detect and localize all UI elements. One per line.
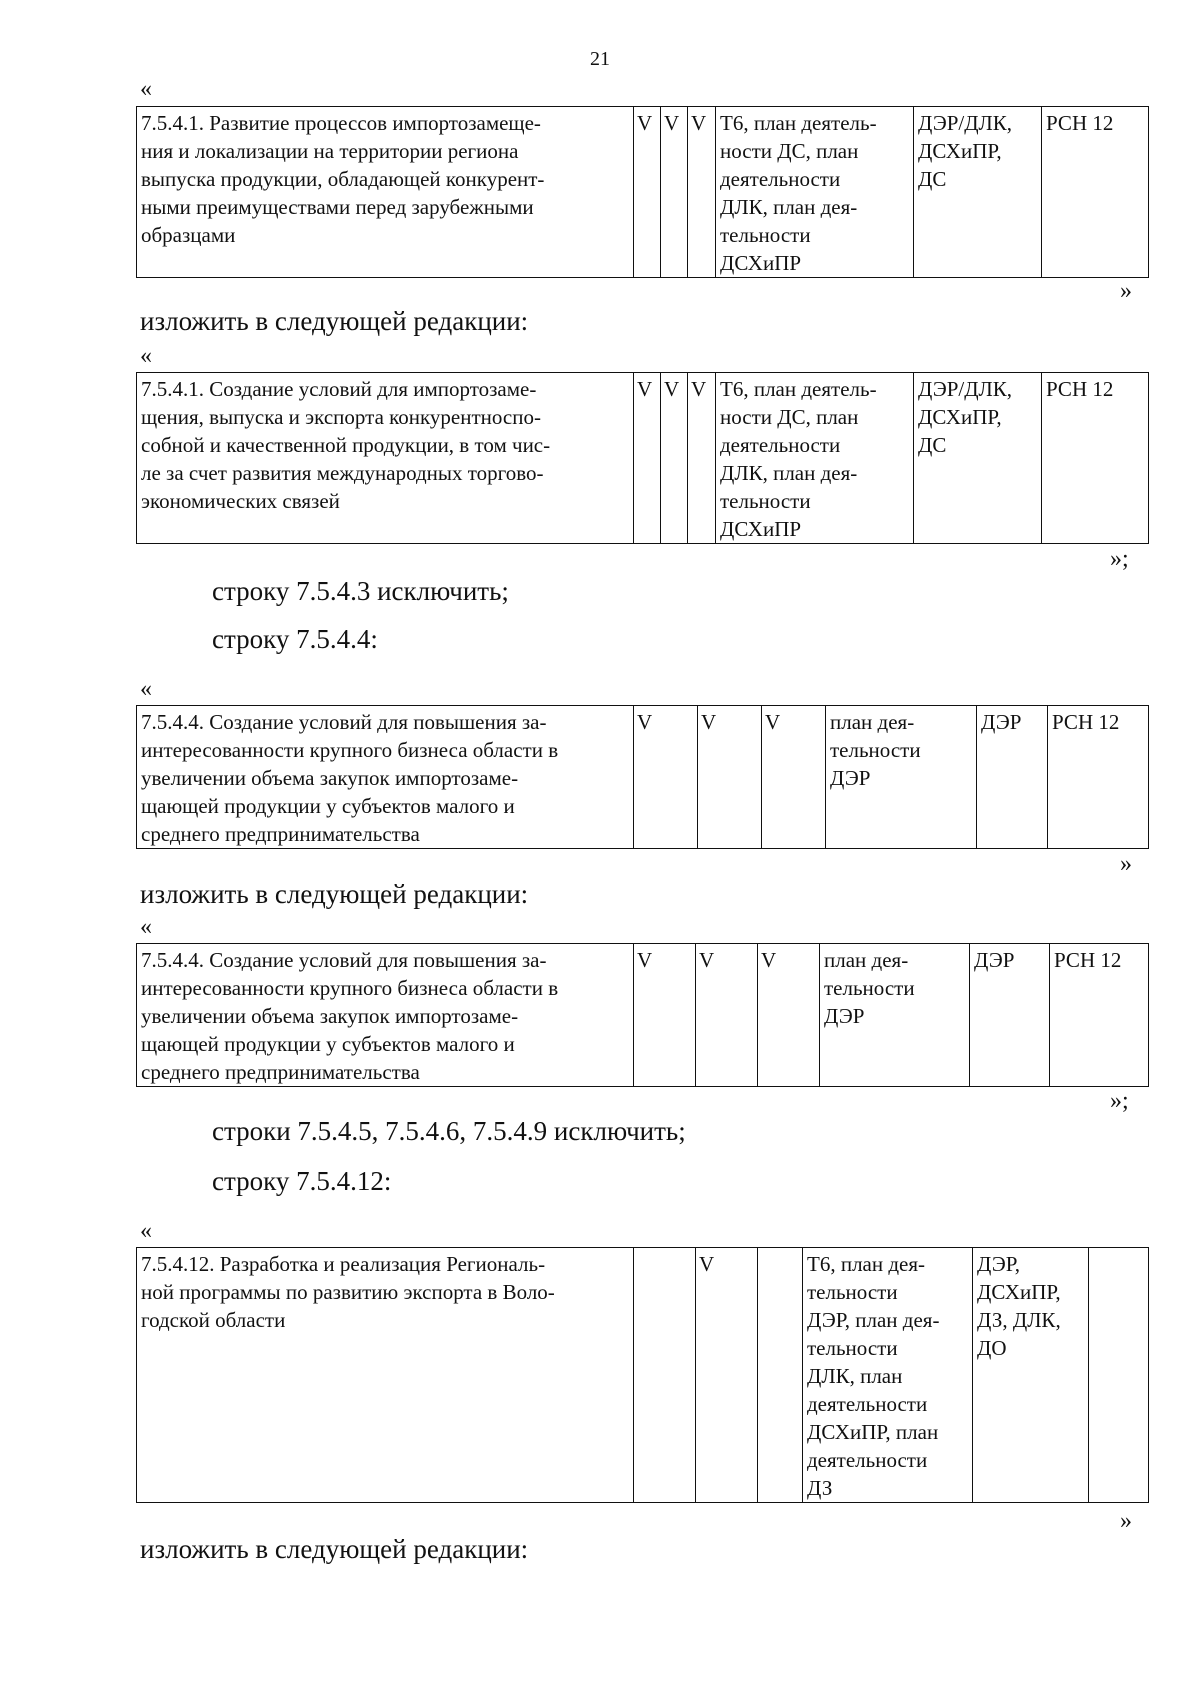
document-cell: план дея- тельности ДЭР [820,944,970,1087]
year-3-mark: V [688,107,716,278]
close-quote: » [1120,278,1132,304]
row-table [136,1247,1149,1503]
year-1-mark: V [634,107,661,278]
instruction-row-7544: строку 7.5.4.4: [212,624,378,654]
description-cell: 7.5.4.1. Создание условий для импортозаме- щения, выпуска и экспорта конкурентноспо- собной и качественной продукции, в том чис- ле за счет развития международных торгово- экономических связей [137,373,634,544]
document-cell: Т6, план дея- тельности ДЭР, план дея- тельности ДЛК, план деятельности ДСХиПР, план деятельности ДЗ [803,1248,973,1503]
instruction-replace: изложить в следующей редакции: [140,306,529,336]
description-cell: 7.5.4.12. Разработка и реализация Региональ- ной программы по развитию экспорта в Воло- годской области [137,1248,634,1503]
close-quote-semicolon: »; [1110,1088,1129,1114]
year-1-mark: V [634,706,698,849]
instruction-replace: изложить в следующей редакции: [140,1534,529,1564]
open-quote: « [140,1218,152,1244]
instruction-remove-7543: строку 7.5.4.3 исключить; [212,576,509,606]
code-cell: РСН 12 [1050,944,1149,1087]
year-1-mark: V [634,944,696,1087]
code-cell: РСН 12 [1042,373,1149,544]
executor-cell: ДЭР [977,706,1048,849]
code-cell: РСН 12 [1048,706,1149,849]
executor-cell: ДЭР/ДЛК, ДСХиПР, ДС [914,107,1042,278]
year-2-mark: V [696,944,758,1087]
document-cell: Т6, план деятель- ности ДС, план деятельности ДЛК, план дея- тельности ДСХиПР [716,373,914,544]
executor-cell: ДЭР/ДЛК, ДСХиПР, ДС [914,373,1042,544]
executor-cell: ДЭР, ДСХиПР, ДЗ, ДЛК, ДО [973,1248,1089,1503]
description-cell: 7.5.4.4. Создание условий для повышения за- интересованности крупного бизнеса области в увеличении объема закупок импортозаме- щающей продукции у субъектов малого и среднего предпринимательства [137,706,634,849]
instruction-row-75412: строку 7.5.4.12: [212,1166,392,1196]
row-table [136,372,1149,544]
page-number: 21 [590,48,610,70]
year-2-mark: V [698,706,762,849]
executor-cell: ДЭР [970,944,1050,1087]
document-cell: план дея- тельности ДЭР [826,706,977,849]
year-1-mark [634,1248,696,1503]
document-cell: Т6, план деятель- ности ДС, план деятельности ДЛК, план дея- тельности ДСХиПР [716,107,914,278]
open-quote: « [140,914,152,940]
year-2-mark: V [696,1248,758,1503]
description-cell: 7.5.4.4. Создание условий для повышения за- интересованности крупного бизнеса области в увеличении объема закупок импортозаме- щающей продукции у субъектов малого и среднего предпринимательства [137,944,634,1087]
row-table [136,705,1149,849]
open-quote: « [140,76,152,102]
open-quote: « [140,676,152,702]
year-3-mark: V [762,706,826,849]
row-table [136,106,1149,278]
close-quote-semicolon: »; [1110,546,1129,572]
open-quote: « [140,343,152,369]
description-cell: 7.5.4.1. Развитие процессов импортозамеще- ния и локализации на территории региона выпуска продукции, обладающей конкурент- ными преимуществами перед зарубежными образцами [137,107,634,278]
year-2-mark: V [661,373,688,544]
year-2-mark: V [661,107,688,278]
close-quote: » [1120,851,1132,877]
code-cell [1089,1248,1149,1503]
year-1-mark: V [634,373,661,544]
row-table [136,943,1149,1087]
instruction-replace: изложить в следующей редакции: [140,879,529,909]
year-3-mark [758,1248,803,1503]
code-cell: РСН 12 [1042,107,1149,278]
instruction-remove-multi: строки 7.5.4.5, 7.5.4.6, 7.5.4.9 исключить; [212,1116,686,1146]
close-quote: » [1120,1508,1132,1534]
year-3-mark: V [688,373,716,544]
year-3-mark: V [758,944,820,1087]
